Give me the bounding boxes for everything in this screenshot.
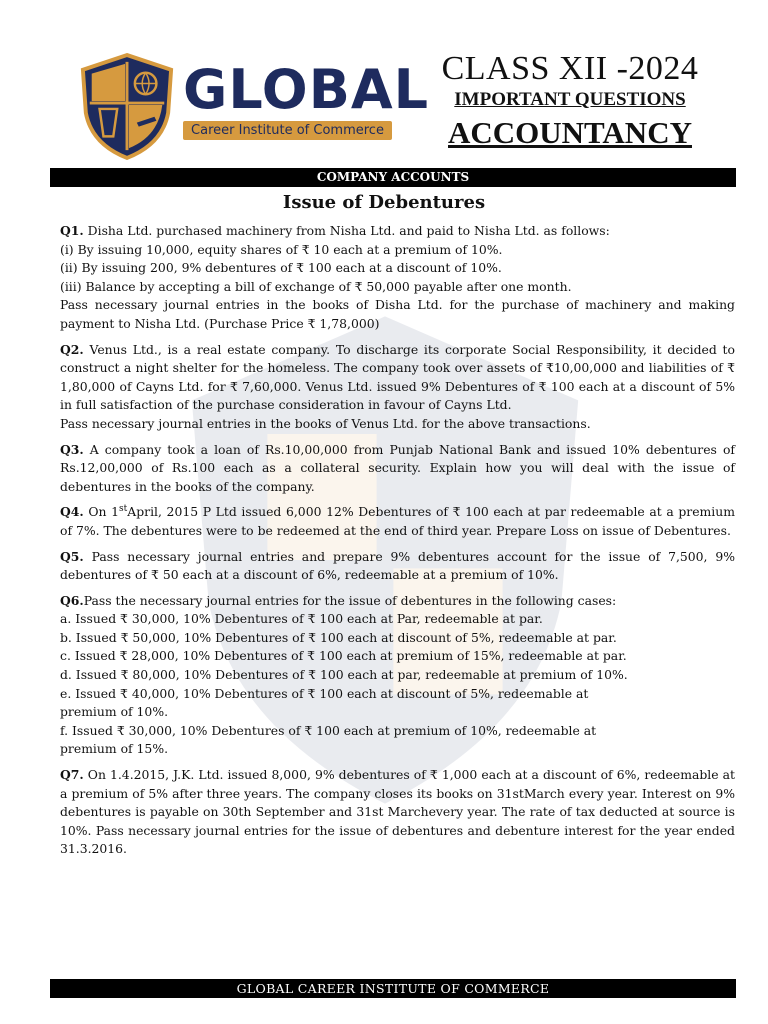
- question-1: [60, 222, 735, 334]
- class-title: CLASS XII -2024: [441, 50, 699, 87]
- list-item: e. Issued ₹ 40,000, 10% Debentures of ₹ 100 each at discount of 5%, redeemable at: [60, 685, 589, 701]
- question-7: [60, 766, 735, 859]
- question-text: April, 2015 P Ltd issued 6,000 12% Debentures of ₹ 100 each at par redeemable at a premium of 7%. The debentures were to be redeemed at the end of third year. Prepare Loss on issue of Debentures.: [60, 504, 735, 538]
- question-number: Q5.: [60, 548, 84, 564]
- question-4: [60, 503, 735, 540]
- question-number: Q4.: [60, 504, 84, 520]
- list-item: f. Issued ₹ 30,000, 10% Debentures of ₹ 100 each at premium of 10%, redeemable at: [60, 722, 597, 738]
- question-number: Q2.: [60, 341, 84, 357]
- title-block: [430, 50, 710, 152]
- question-list: [60, 222, 735, 866]
- list-item: premium of 10%.: [60, 704, 169, 720]
- question-number: Q1.: [60, 223, 84, 238]
- question-text: Pass necessary journal entries and prepare 9% debentures account for the issue of 7,500, 9% debentures of ₹ 50 each at a discount of 6%, redeemable at a premium of 10%.: [60, 548, 735, 583]
- question-2: [60, 341, 735, 434]
- question-instruction: Pass necessary journal entries in the books of Venus Ltd. for the above transactions.: [60, 415, 591, 431]
- footer-bar: GLOBAL CAREER INSTITUTE OF COMMERCE: [50, 979, 736, 998]
- list-item: (iii) Balance by accepting a bill of exchange of ₹ 50,000 payable after one month.: [60, 278, 572, 294]
- question-6: [60, 592, 735, 759]
- subject-title: ACCOUNTANCY: [448, 115, 692, 150]
- list-item: a. Issued ₹ 30,000, 10% Debentures of ₹ 100 each at Par, redeemable at par.: [60, 611, 543, 627]
- question-text: Venus Ltd., is a real estate company. To discharge its corporate Social Responsibility, it decided to construct a night shelter for the homeless. The company took over assets of ₹10,00,000 and liabilities of ₹ 1,80,000 of Cayns Ltd. for ₹ 7,60,000. Venus Ltd. issued 9% Debentures of ₹ 100 each at a discount of 5% in full satisfaction of the purchase consideration in favour of Cayns Ltd.: [60, 341, 735, 413]
- section-title: Issue of Debentures: [282, 192, 486, 213]
- question-text: Pass the necessary journal entries for the issue of debentures in the following cases:: [83, 592, 617, 608]
- chapter-bar: COMPANY ACCOUNTS: [50, 168, 736, 187]
- list-item: d. Issued ₹ 80,000, 10% Debentures of ₹ 100 each at par, redeemable at premium of 10%.: [60, 667, 628, 683]
- logo-wordmark: GLOBAL: [183, 58, 430, 121]
- list-item: (ii) By issuing 200, 9% debentures of ₹ 100 each at a discount of 10%.: [60, 260, 502, 276]
- list-item: c. Issued ₹ 28,000, 10% Debentures of ₹ 100 each at premium of 15%, redeemable at par.: [60, 648, 627, 664]
- question-number: Q3.: [60, 441, 84, 457]
- question-text: A company took a loan of Rs.10,00,000 from Punjab National Bank and issued 10% debentures of Rs.12,00,000 of Rs.100 each as a collateral security. Explain how you will deal with the issue of debentures in the books of the company.: [60, 441, 735, 494]
- ordinal-suffix: st: [119, 504, 128, 515]
- logo-shield-icon: [78, 52, 176, 160]
- important-questions-title: IMPORTANT QUESTIONS: [454, 89, 686, 110]
- question-5: [60, 548, 735, 585]
- list-item: b. Issued ₹ 50,000, 10% Debentures of ₹ 100 each at discount of 5%, redeemable at par.: [60, 629, 617, 645]
- question-text: On 1.4.2015, J.K. Ltd. issued 8,000, 9% debentures of ₹ 1,000 each at a discount of 6%, redeemable at a premium of 5% after three years. The company closes its books on 31stMarch every year. Interest on 9% debentures is payable on 30th September and 31st Marchevery year. The rate of tax deducted at source is 10%. Pass necessary journal entries for the issue of debentures and debenture interest for the year ended 31.3.2016.: [60, 767, 735, 857]
- question-text: On 1: [83, 504, 120, 520]
- question-3: [60, 441, 735, 497]
- question-instruction: Pass necessary journal entries in the books of Disha Ltd. for the purchase of machinery and making payment to Nisha Ltd. (Purchase Price ₹ 1,78,000): [60, 297, 735, 331]
- list-item: (i) By issuing 10,000, equity shares of ₹ 10 each at a premium of 10%.: [60, 241, 503, 257]
- page-header: [0, 0, 768, 165]
- question-number: Q6.: [60, 592, 84, 608]
- question-text: Disha Ltd. purchased machinery from Nisha Ltd. and paid to Nisha Ltd. as follows:: [83, 223, 610, 238]
- list-item: premium of 15%.: [60, 741, 169, 757]
- logo-tagline: Career Institute of Commerce: [183, 121, 392, 140]
- question-number: Q7.: [60, 767, 84, 783]
